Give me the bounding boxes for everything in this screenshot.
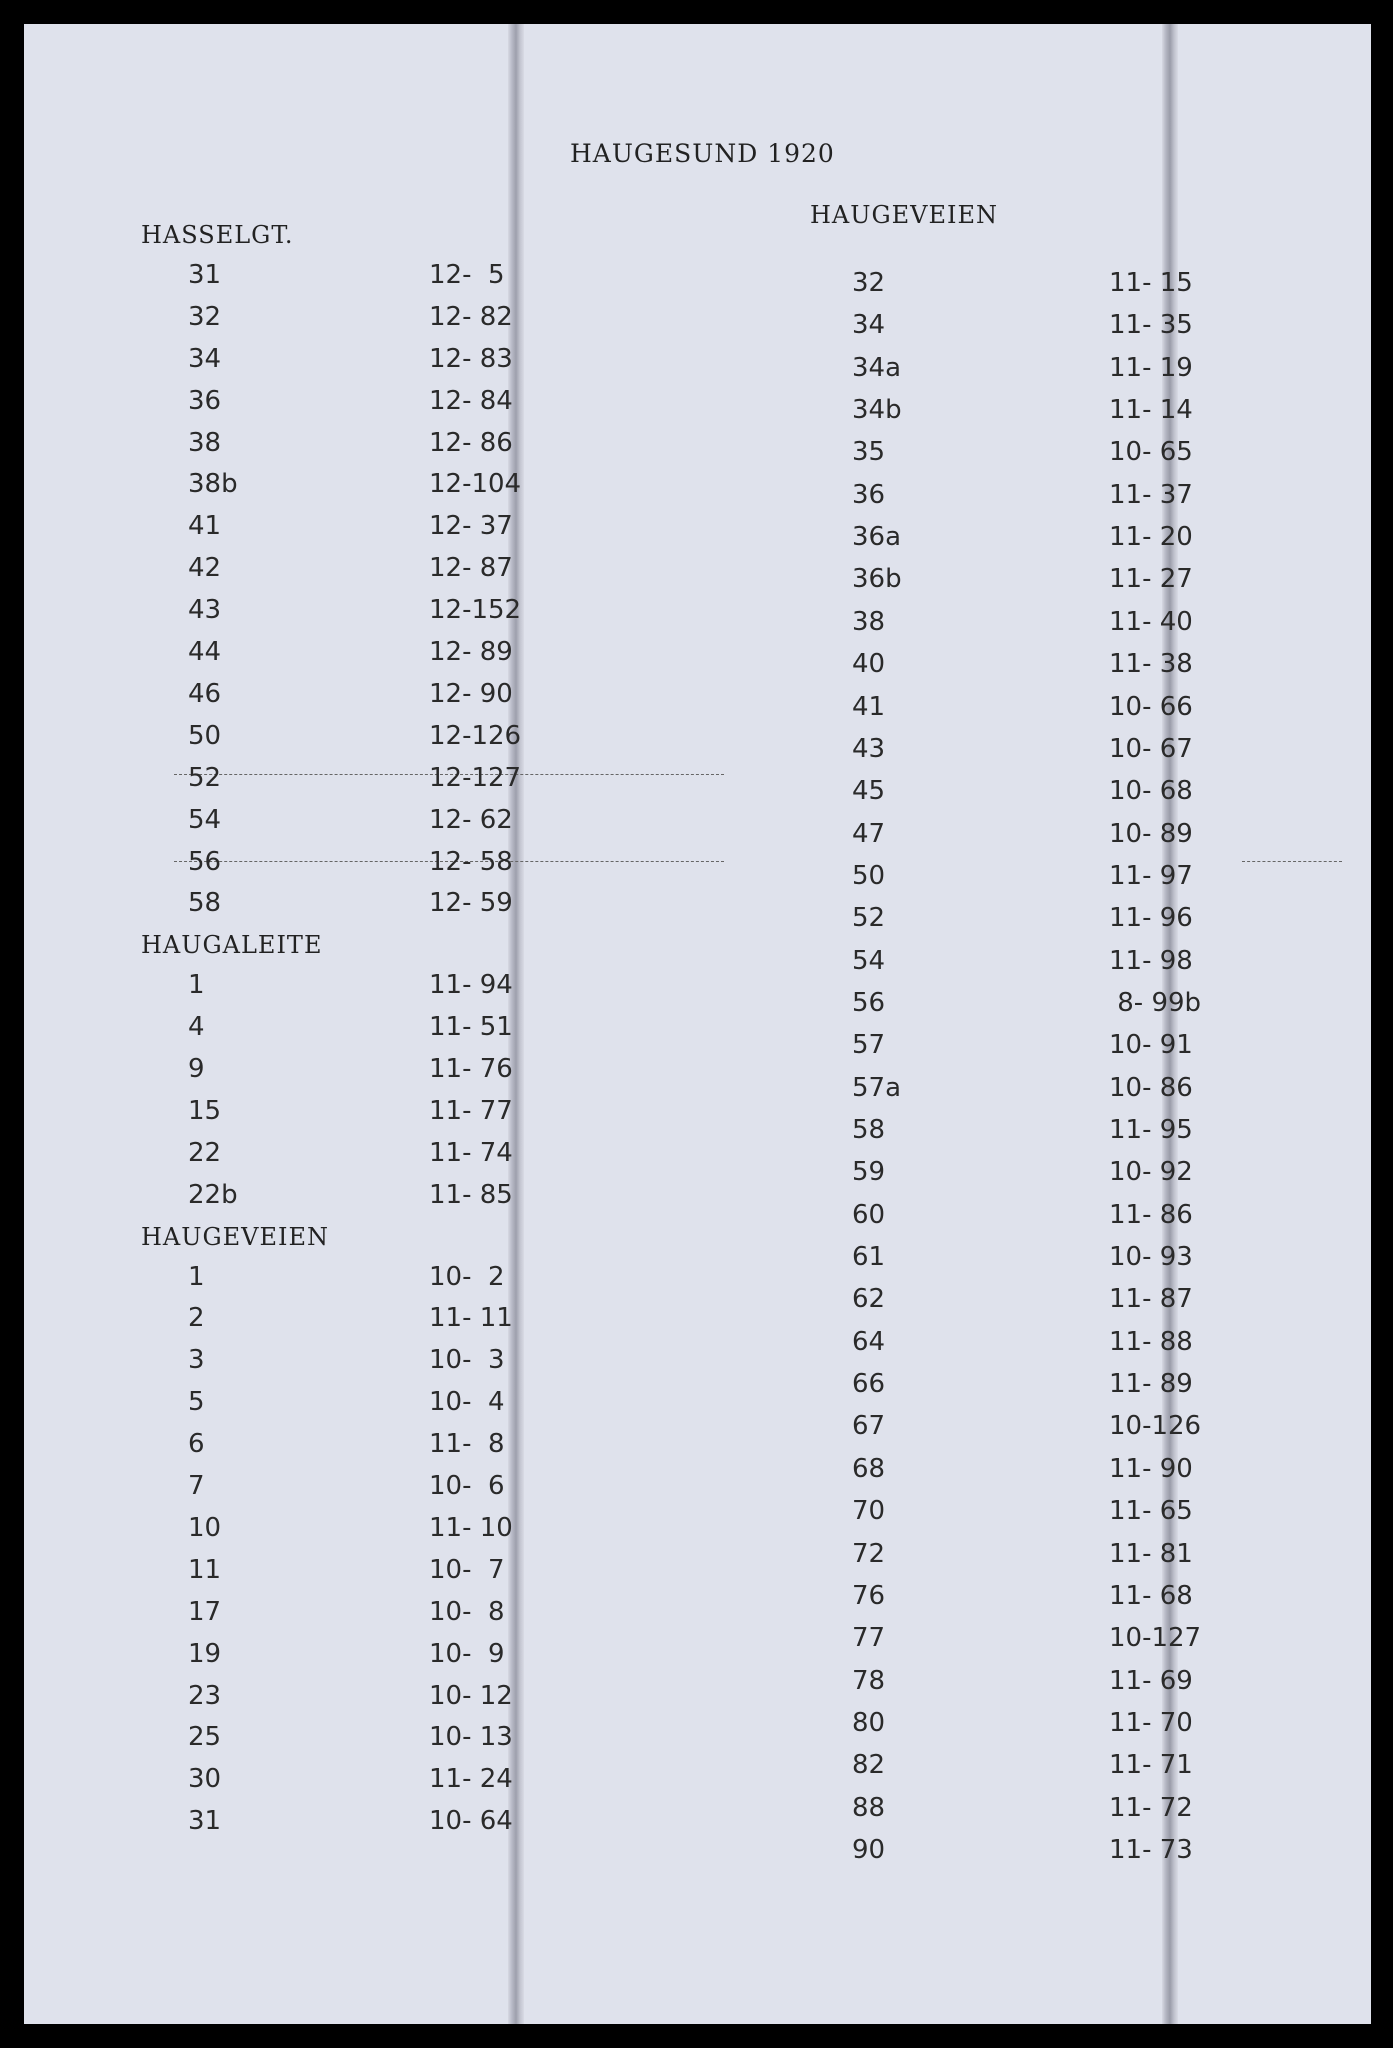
- house-number: 47: [852, 818, 886, 849]
- register-ref: 10- 66: [1109, 691, 1193, 722]
- document-page: [24, 24, 1371, 2024]
- house-number: 36b: [852, 564, 902, 595]
- house-number: 41: [188, 511, 222, 542]
- register-ref: 11- 70: [1109, 1707, 1193, 1738]
- register-ref: 11- 85: [429, 1179, 513, 1210]
- house-number: 58: [188, 888, 222, 919]
- house-number: 77: [852, 1623, 886, 1654]
- house-number: 57a: [852, 1072, 902, 1103]
- register-ref: 12- 90: [429, 678, 513, 709]
- house-number: 67: [852, 1411, 886, 1442]
- register-ref: 11- 10: [429, 1512, 513, 1543]
- house-number: 9: [188, 1054, 205, 1084]
- register-ref: 12-104: [429, 469, 522, 500]
- register-ref: 11- 86: [1109, 1199, 1193, 1230]
- house-number: 52: [852, 903, 886, 934]
- register-ref: 10- 8: [429, 1596, 505, 1627]
- register-ref: 11- 40: [1109, 606, 1193, 637]
- register-ref: 11- 19: [1109, 352, 1193, 383]
- register-ref: 10- 68: [1109, 776, 1193, 807]
- house-number: 11: [188, 1554, 222, 1585]
- register-ref: 12- 62: [429, 804, 513, 835]
- register-ref: 10- 64: [429, 1806, 513, 1837]
- house-number: 57: [852, 1030, 886, 1061]
- house-number: 66: [852, 1369, 886, 1400]
- register-ref: 11- 71: [1109, 1750, 1193, 1781]
- house-number: 68: [852, 1453, 886, 1484]
- house-number: 34: [188, 343, 222, 374]
- register-ref: 11- 96: [1109, 903, 1193, 934]
- house-number: 36a: [852, 522, 902, 553]
- register-ref: 11- 8: [429, 1429, 505, 1460]
- register-ref: 11- 68: [1109, 1580, 1193, 1611]
- house-number: 64: [852, 1326, 886, 1357]
- strike-line: [1242, 861, 1342, 862]
- register-ref: 12-127: [429, 762, 522, 793]
- house-number: 70: [852, 1496, 886, 1527]
- register-ref: 11- 87: [1109, 1284, 1193, 1315]
- register-ref: 12- 84: [429, 385, 513, 416]
- register-ref: 11- 95: [1109, 1115, 1193, 1145]
- register-ref: 11- 77: [429, 1095, 513, 1126]
- register-ref: 11- 24: [429, 1764, 513, 1795]
- house-number: 90: [852, 1834, 886, 1865]
- house-number: 50: [188, 720, 222, 751]
- house-number: 88: [852, 1792, 886, 1823]
- house-number: 42: [188, 553, 222, 584]
- house-number: 46: [188, 678, 222, 709]
- register-ref: 12- 89: [429, 637, 513, 667]
- register-ref: 11- 15: [1109, 268, 1193, 298]
- house-number: 5: [188, 1387, 205, 1418]
- register-ref: 11- 20: [1109, 522, 1193, 553]
- register-ref: 10- 4: [429, 1387, 505, 1418]
- house-number: 17: [188, 1596, 222, 1627]
- house-number: 32: [852, 268, 886, 298]
- house-number: 30: [188, 1764, 222, 1795]
- register-ref: 11- 51: [429, 1012, 513, 1043]
- register-ref: 10- 89: [1109, 818, 1193, 849]
- register-ref: 12- 5: [429, 259, 505, 290]
- house-number: 43: [852, 733, 886, 764]
- register-ref: 8- 99b: [1109, 987, 1202, 1018]
- house-number: 22: [188, 1137, 222, 1168]
- register-ref: 11- 65: [1109, 1496, 1193, 1527]
- house-number: 25: [188, 1722, 222, 1753]
- register-ref: 12- 59: [429, 888, 513, 919]
- house-number: 2: [188, 1303, 205, 1334]
- register-ref: 10- 91: [1109, 1030, 1193, 1061]
- house-number: 82: [852, 1750, 886, 1781]
- register-ref: 10-127: [1109, 1623, 1202, 1654]
- house-number: 32: [188, 301, 222, 332]
- house-number: 36: [852, 479, 886, 510]
- section-heading: HAUGEVEIEN: [141, 1222, 330, 1251]
- house-number: 44: [188, 637, 222, 667]
- register-ref: 11- 37: [1109, 479, 1193, 510]
- house-number: 23: [188, 1680, 222, 1711]
- register-ref: 11- 73: [1109, 1834, 1193, 1865]
- house-number: 34: [852, 310, 886, 341]
- register-ref: 10- 92: [1109, 1157, 1193, 1188]
- house-number: 52: [188, 762, 222, 793]
- house-number: 35: [852, 437, 886, 468]
- house-number: 58: [852, 1115, 886, 1145]
- house-number: 59: [852, 1157, 886, 1188]
- house-number: 54: [188, 804, 222, 835]
- register-ref: 11- 74: [429, 1137, 513, 1168]
- register-ref: 11- 97: [1109, 860, 1193, 891]
- house-number: 34b: [852, 395, 902, 426]
- section-heading: HASSELGT.: [141, 221, 294, 249]
- house-number: 10: [188, 1512, 222, 1543]
- register-ref: 11- 11: [429, 1303, 513, 1334]
- house-number: 61: [852, 1242, 886, 1273]
- house-number: 19: [188, 1638, 222, 1669]
- register-ref: 11- 76: [429, 1054, 513, 1084]
- house-number: 78: [852, 1665, 886, 1696]
- house-number: 4: [188, 1012, 205, 1043]
- register-ref: 12- 82: [429, 301, 513, 332]
- register-ref: 12- 37: [429, 511, 513, 542]
- house-number: 31: [188, 1806, 222, 1837]
- register-ref: 10-126: [1109, 1411, 1202, 1442]
- register-ref: 11- 72: [1109, 1792, 1193, 1823]
- register-ref: 10- 3: [429, 1345, 505, 1376]
- register-ref: 10- 93: [1109, 1242, 1193, 1273]
- register-ref: 10- 86: [1109, 1072, 1193, 1103]
- house-number: 38: [188, 427, 222, 458]
- house-number: 1: [188, 1261, 205, 1292]
- house-number: 15: [188, 1095, 222, 1126]
- house-number: 56: [852, 987, 886, 1018]
- register-ref: 12- 58: [429, 846, 513, 877]
- house-number: 34a: [852, 352, 902, 383]
- register-ref: 11- 14: [1109, 395, 1193, 426]
- register-ref: 10- 6: [429, 1471, 505, 1501]
- register-ref: 11- 38: [1109, 649, 1193, 680]
- register-ref: 11- 81: [1109, 1538, 1193, 1569]
- house-number: 60: [852, 1199, 886, 1230]
- house-number: 45: [852, 776, 886, 807]
- house-number: 50: [852, 860, 886, 891]
- house-number: 72: [852, 1538, 886, 1569]
- register-ref: 10- 7: [429, 1554, 505, 1585]
- register-ref: 12-126: [429, 720, 522, 751]
- house-number: 7: [188, 1471, 205, 1501]
- house-number: 43: [188, 595, 222, 626]
- register-ref: 11- 27: [1109, 564, 1193, 595]
- house-number: 56: [188, 846, 222, 877]
- register-ref: 11- 35: [1109, 310, 1193, 341]
- register-ref: 11- 98: [1109, 945, 1193, 976]
- house-number: 76: [852, 1580, 886, 1611]
- right-heading: HAUGEVEIEN: [810, 201, 999, 229]
- house-number: 40: [852, 649, 886, 680]
- register-ref: 10- 12: [429, 1680, 513, 1711]
- house-number: 38: [852, 606, 886, 637]
- house-number: 6: [188, 1429, 205, 1460]
- register-ref: 10- 65: [1109, 437, 1193, 468]
- register-ref: 11- 94: [429, 970, 513, 1001]
- register-ref: 12-152: [429, 595, 522, 626]
- register-ref: 11- 89: [1109, 1369, 1193, 1400]
- register-ref: 12- 87: [429, 553, 513, 584]
- house-number: 22b: [188, 1179, 238, 1210]
- house-number: 3: [188, 1345, 205, 1376]
- register-ref: 10- 13: [429, 1722, 513, 1753]
- register-ref: 11- 69: [1109, 1665, 1193, 1696]
- house-number: 36: [188, 385, 222, 416]
- register-ref: 10- 67: [1109, 733, 1193, 764]
- house-number: 41: [852, 691, 886, 722]
- house-number: 31: [188, 259, 222, 290]
- house-number: 54: [852, 945, 886, 976]
- register-ref: 10- 2: [429, 1261, 505, 1292]
- page-title: HAUGESUND 1920: [570, 139, 835, 168]
- house-number: 62: [852, 1284, 886, 1315]
- house-number: 80: [852, 1707, 886, 1738]
- house-number: 1: [188, 970, 205, 1001]
- register-ref: 12- 86: [429, 427, 513, 458]
- house-number: 38b: [188, 469, 238, 500]
- section-heading: HAUGALEITE: [141, 931, 323, 960]
- register-ref: 12- 83: [429, 343, 513, 374]
- register-ref: 11- 90: [1109, 1453, 1193, 1484]
- register-ref: 11- 88: [1109, 1326, 1193, 1357]
- register-ref: 10- 9: [429, 1638, 505, 1669]
